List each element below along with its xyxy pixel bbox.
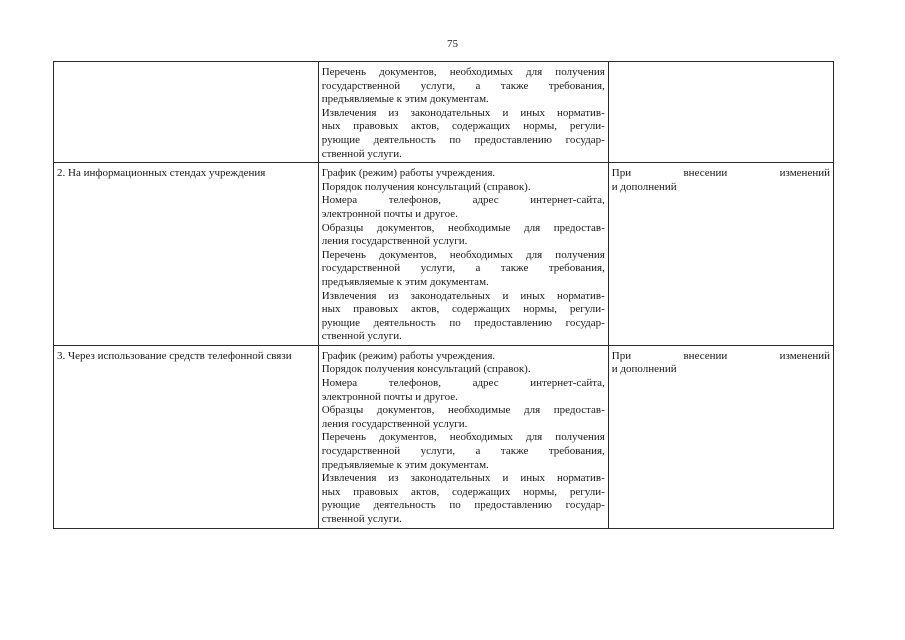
table-row [54,345,834,528]
content-line: ных правовых актов, содержащих нормы, регули- [321,485,605,498]
content-line: ления государственной услуги. [321,417,468,430]
info-methods-table [53,61,834,529]
content-line: Перечень документов, необходимых для получения [321,248,605,261]
content-line: рующие деятельность по предоставлению государ- [321,316,605,329]
content-line: государственной услуги, а также требования, [321,262,605,275]
content-line: ственной услуги. [321,330,402,343]
content-line: ных правовых актов, содержащих нормы, регули- [321,120,605,133]
table-row [54,163,834,346]
content-line: государственной услуги, а также требования, [321,79,605,92]
content-line: ления государственной услуги. [321,235,468,248]
content-cell [318,163,608,346]
content-line: Номера телефонов, адрес интернет-сайта, [321,194,605,207]
content-line: ных правовых актов, содержащих нормы, регули- [321,303,605,316]
content-line: График (режим) работы учреждения. [321,349,496,362]
content-line: Извлечения из законодательных и иных норматив- [321,289,605,302]
content-line: электронной почты и другое. [321,207,458,220]
period-cell [608,345,833,528]
period-cell [608,62,833,163]
content-line: Образцы документов, необходимые для предостав- [321,404,605,417]
content-line: рующие деятельность по предоставлению государ- [321,499,605,512]
content-line: Извлечения из законодательных и иных норматив- [321,106,605,119]
content-line: Извлечения из законодательных и иных норматив- [321,472,605,485]
period-text-line2: и дополнений [611,363,677,376]
method-cell [54,62,319,163]
content-line: Образцы документов, необходимые для предостав- [321,221,605,234]
content-line: Перечень документов, необходимых для получения [321,431,605,444]
table-row [54,62,834,163]
content-line: ственной услуги. [321,147,402,160]
content-line: государственной услуги, а также требования, [321,445,605,458]
table-body [54,62,834,529]
period-text-line2: и дополнений [611,180,677,193]
page-number: 75 [447,38,458,50]
period-text-line1: При внесении изменений [611,349,830,362]
content-line: предъявляемые к этим документам. [321,275,489,288]
content-cell [318,62,608,163]
content-line: предъявляемые к этим документам. [321,458,489,471]
content-line: электронной почты и другое. [321,390,458,403]
content-line: Порядок получения консультаций (справок). [321,363,531,376]
content-line: предъявляемые к этим документам. [321,93,489,106]
content-line: рующие деятельность по предоставлению государ- [321,133,605,146]
content-line: Перечень документов, необходимых для получения [321,66,605,78]
content-line: Порядок получения консультаций (справок). [321,180,531,193]
content-line: График (режим) работы учреждения. [321,167,496,180]
content-line: ственной услуги. [321,513,402,525]
period-text-line1: При внесении изменений [611,167,830,180]
period-cell [608,163,833,346]
content-cell [318,345,608,528]
content-line: Номера телефонов, адрес интернет-сайта, [321,377,605,390]
method-cell: 3. Через использование средств телефонной связи [54,345,319,528]
method-cell: 2. На информационных стендах учреждения [54,163,319,346]
